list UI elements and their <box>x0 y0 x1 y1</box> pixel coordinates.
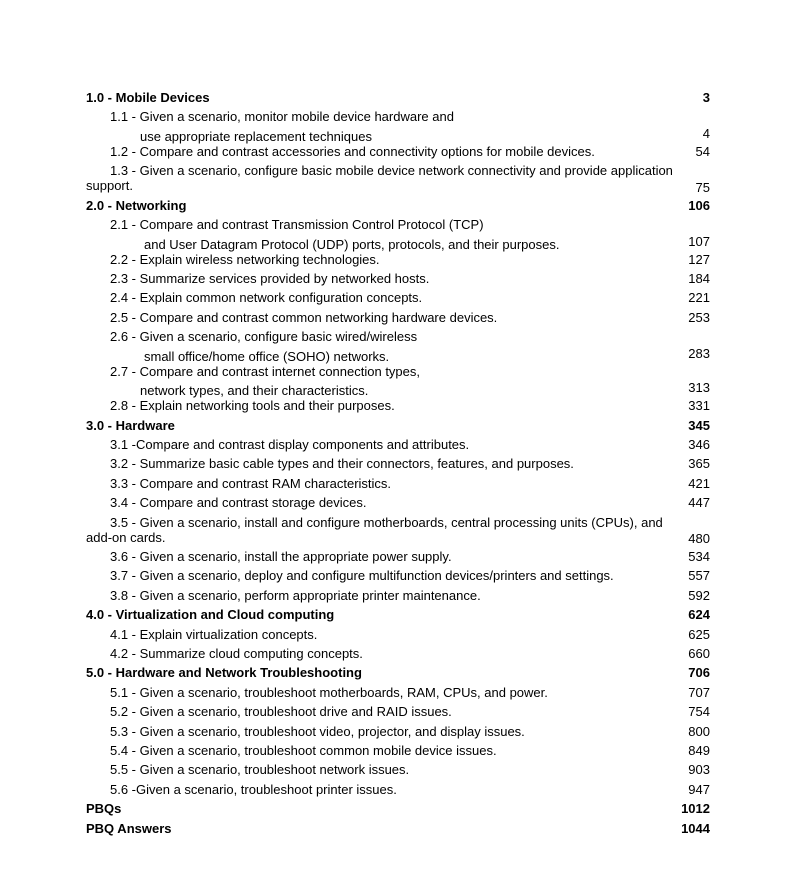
toc-entry[interactable] <box>86 329 710 364</box>
toc-page-number: 800 <box>688 723 710 739</box>
toc-entry-line1: 1.1 - Given a scenario, monitor mobile device hardware and <box>110 109 454 125</box>
toc-entry-label: 5.6 -Given a scenario, troubleshoot printer issues. <box>110 781 397 797</box>
toc-page-number: 706 <box>688 665 710 681</box>
toc-entry-line1: 2.6 - Given a scenario, configure basic wired/wireless <box>110 329 418 345</box>
toc-page-number: 557 <box>688 568 710 584</box>
toc-entry[interactable] <box>86 144 710 163</box>
toc-page-number: 849 <box>688 742 710 758</box>
toc-entry-line1: 3.5 - Given a scenario, install and configure motherboards, central processing units (CPUs), and <box>110 514 663 530</box>
toc-page-number: 707 <box>688 684 710 700</box>
toc-page-number: 480 <box>688 531 710 547</box>
toc-entry[interactable] <box>86 217 710 252</box>
toc-page-number: 75 <box>695 179 710 195</box>
toc-entry-label: 2.3 - Summarize services provided by networked hosts. <box>110 271 430 287</box>
toc-entry[interactable] <box>86 310 710 329</box>
toc-entry-label: 3.7 - Given a scenario, deploy and configure multifunction devices/printers and settings. <box>110 568 614 584</box>
toc-entry[interactable] <box>86 782 710 801</box>
toc-page-number: 1044 <box>681 820 710 836</box>
toc-entry[interactable] <box>86 704 710 723</box>
toc-entry-label: 3.6 - Given a scenario, install the appropriate power supply. <box>110 549 452 565</box>
toc-entry-label: 4.2 - Summarize cloud computing concepts. <box>110 646 363 662</box>
toc-page-number: 624 <box>688 607 710 623</box>
toc-page-number: 1012 <box>681 801 710 817</box>
toc-entry[interactable] <box>86 515 710 550</box>
toc-entry[interactable] <box>86 685 710 704</box>
toc-page-number: 313 <box>688 380 710 396</box>
toc-entry-label: 2.5 - Compare and contrast common networking hardware devices. <box>110 309 498 325</box>
toc-page-number: 107 <box>688 233 710 249</box>
toc-entry-label <box>110 364 420 400</box>
toc-entry[interactable] <box>86 398 710 417</box>
toc-entry-line2: support. <box>86 178 133 194</box>
toc-entry[interactable] <box>86 568 710 587</box>
toc-entry[interactable] <box>86 588 710 607</box>
toc-page-number: 4 <box>702 125 710 141</box>
toc-entry-line1: 1.3 - Given a scenario, configure basic mobile device network connectivity and provide application <box>110 163 673 179</box>
toc-page-number: 283 <box>688 345 710 361</box>
toc-entry-label: 3.4 - Compare and contrast storage devices. <box>110 495 367 511</box>
table-of-contents <box>86 90 710 840</box>
toc-entry-label: 3.8 - Given a scenario, perform appropriate printer maintenance. <box>110 587 481 603</box>
toc-entry-line2: small office/home office (SOHO) networks. <box>144 348 390 364</box>
toc-page-number: 106 <box>688 197 710 213</box>
toc-entry[interactable] <box>86 495 710 514</box>
toc-page-number: 253 <box>688 309 710 325</box>
toc-section-heading[interactable] <box>86 418 710 437</box>
toc-entry-line2: and User Datagram Protocol (UDP) ports, protocols, and their purposes. <box>144 236 560 252</box>
toc-page-number: 221 <box>688 290 710 306</box>
toc-entry-label: 3.2 - Summarize basic cable types and their connectors, features, and purposes. <box>110 456 574 472</box>
toc-entry-label: PBQ Answers <box>86 820 172 836</box>
toc-page-number: 592 <box>688 587 710 603</box>
toc-page-number: 947 <box>688 781 710 797</box>
toc-entry-label: 2.0 - Networking <box>86 197 187 213</box>
toc-entry-label <box>110 217 559 253</box>
toc-entry-label: 5.4 - Given a scenario, troubleshoot common mobile device issues. <box>110 742 497 758</box>
toc-entry[interactable] <box>86 437 710 456</box>
toc-entry[interactable] <box>86 109 710 144</box>
toc-page-number: 127 <box>688 251 710 267</box>
toc-page-number: 903 <box>688 762 710 778</box>
toc-page-number: 534 <box>688 549 710 565</box>
toc-page-number: 421 <box>688 475 710 491</box>
toc-entry[interactable] <box>86 724 710 743</box>
toc-entry[interactable] <box>86 456 710 475</box>
toc-section-heading[interactable] <box>86 198 710 217</box>
toc-entry-line2: add-on cards. <box>86 529 166 545</box>
toc-entry-line2: network types, and their characteristics. <box>140 383 369 399</box>
toc-entry-label: 3.1 -Compare and contrast display components and attributes. <box>110 437 470 453</box>
toc-page-number: 3 <box>702 90 710 105</box>
toc-entry-label: 3.3 - Compare and contrast RAM characteristics. <box>110 475 392 491</box>
toc-entry-label: 4.1 - Explain virtualization concepts. <box>110 626 318 642</box>
toc-entry-label: 2.8 - Explain networking tools and their purposes. <box>110 398 395 414</box>
toc-page-number: 447 <box>688 495 710 511</box>
toc-entry-line2: use appropriate replacement techniques <box>140 128 372 144</box>
toc-entry-label: 5.3 - Given a scenario, troubleshoot video, projector, and display issues. <box>110 723 525 739</box>
toc-entry-label: 5.1 - Given a scenario, troubleshoot motherboards, RAM, CPUs, and power. <box>110 684 548 700</box>
toc-entry-label: 3.0 - Hardware <box>86 417 175 433</box>
toc-page-number: 754 <box>688 704 710 720</box>
toc-section-heading[interactable] <box>86 607 710 626</box>
toc-entry-label: 5.0 - Hardware and Network Troubleshooting <box>86 665 362 681</box>
toc-entry-label <box>86 163 688 194</box>
toc-entry[interactable] <box>86 549 710 568</box>
toc-entry-label: PBQs <box>86 801 122 817</box>
toc-entry[interactable] <box>86 743 710 762</box>
toc-entry[interactable] <box>86 646 710 665</box>
toc-entry[interactable] <box>86 163 710 198</box>
toc-page-number: 345 <box>688 417 710 433</box>
toc-entry-label: 5.2 - Given a scenario, troubleshoot drive and RAID issues. <box>110 704 452 720</box>
toc-entry-label <box>110 329 417 365</box>
toc-entry[interactable] <box>86 290 710 309</box>
toc-page-number: 625 <box>688 626 710 642</box>
toc-page-number: 54 <box>695 143 710 159</box>
toc-page-number: 184 <box>688 271 710 287</box>
toc-entry[interactable] <box>86 364 710 399</box>
toc-entry-label: 2.2 - Explain wireless networking technologies. <box>110 251 380 267</box>
toc-entry-label: 5.5 - Given a scenario, troubleshoot network issues. <box>110 762 410 778</box>
toc-entry-label: 1.2 - Compare and contrast accessories and connectivity options for mobile devices. <box>110 143 595 159</box>
toc-entry-label <box>110 109 454 145</box>
toc-section-heading[interactable] <box>86 821 710 840</box>
toc-entry[interactable] <box>86 762 710 781</box>
toc-entry-label <box>86 515 688 546</box>
toc-section-heading[interactable] <box>86 90 710 109</box>
toc-page-number: 365 <box>688 456 710 472</box>
toc-entry-label: 1.0 - Mobile Devices <box>86 90 210 105</box>
toc-entry[interactable] <box>86 627 710 646</box>
toc-entry-label: 2.4 - Explain common network configuration concepts. <box>110 290 423 306</box>
toc-entry-line1: 2.1 - Compare and contrast Transmission Control Protocol (TCP) <box>110 217 484 233</box>
toc-entry-label: 4.0 - Virtualization and Cloud computing <box>86 607 335 623</box>
toc-page-number: 660 <box>688 646 710 662</box>
toc-page-number: 331 <box>688 398 710 414</box>
toc-entry[interactable] <box>86 271 710 290</box>
toc-entry[interactable] <box>86 476 710 495</box>
toc-page-number: 346 <box>688 437 710 453</box>
toc-section-heading[interactable] <box>86 801 710 820</box>
toc-section-heading[interactable] <box>86 665 710 684</box>
toc-entry[interactable] <box>86 252 710 271</box>
toc-entry-line1: 2.7 - Compare and contrast internet connection types, <box>110 363 421 379</box>
